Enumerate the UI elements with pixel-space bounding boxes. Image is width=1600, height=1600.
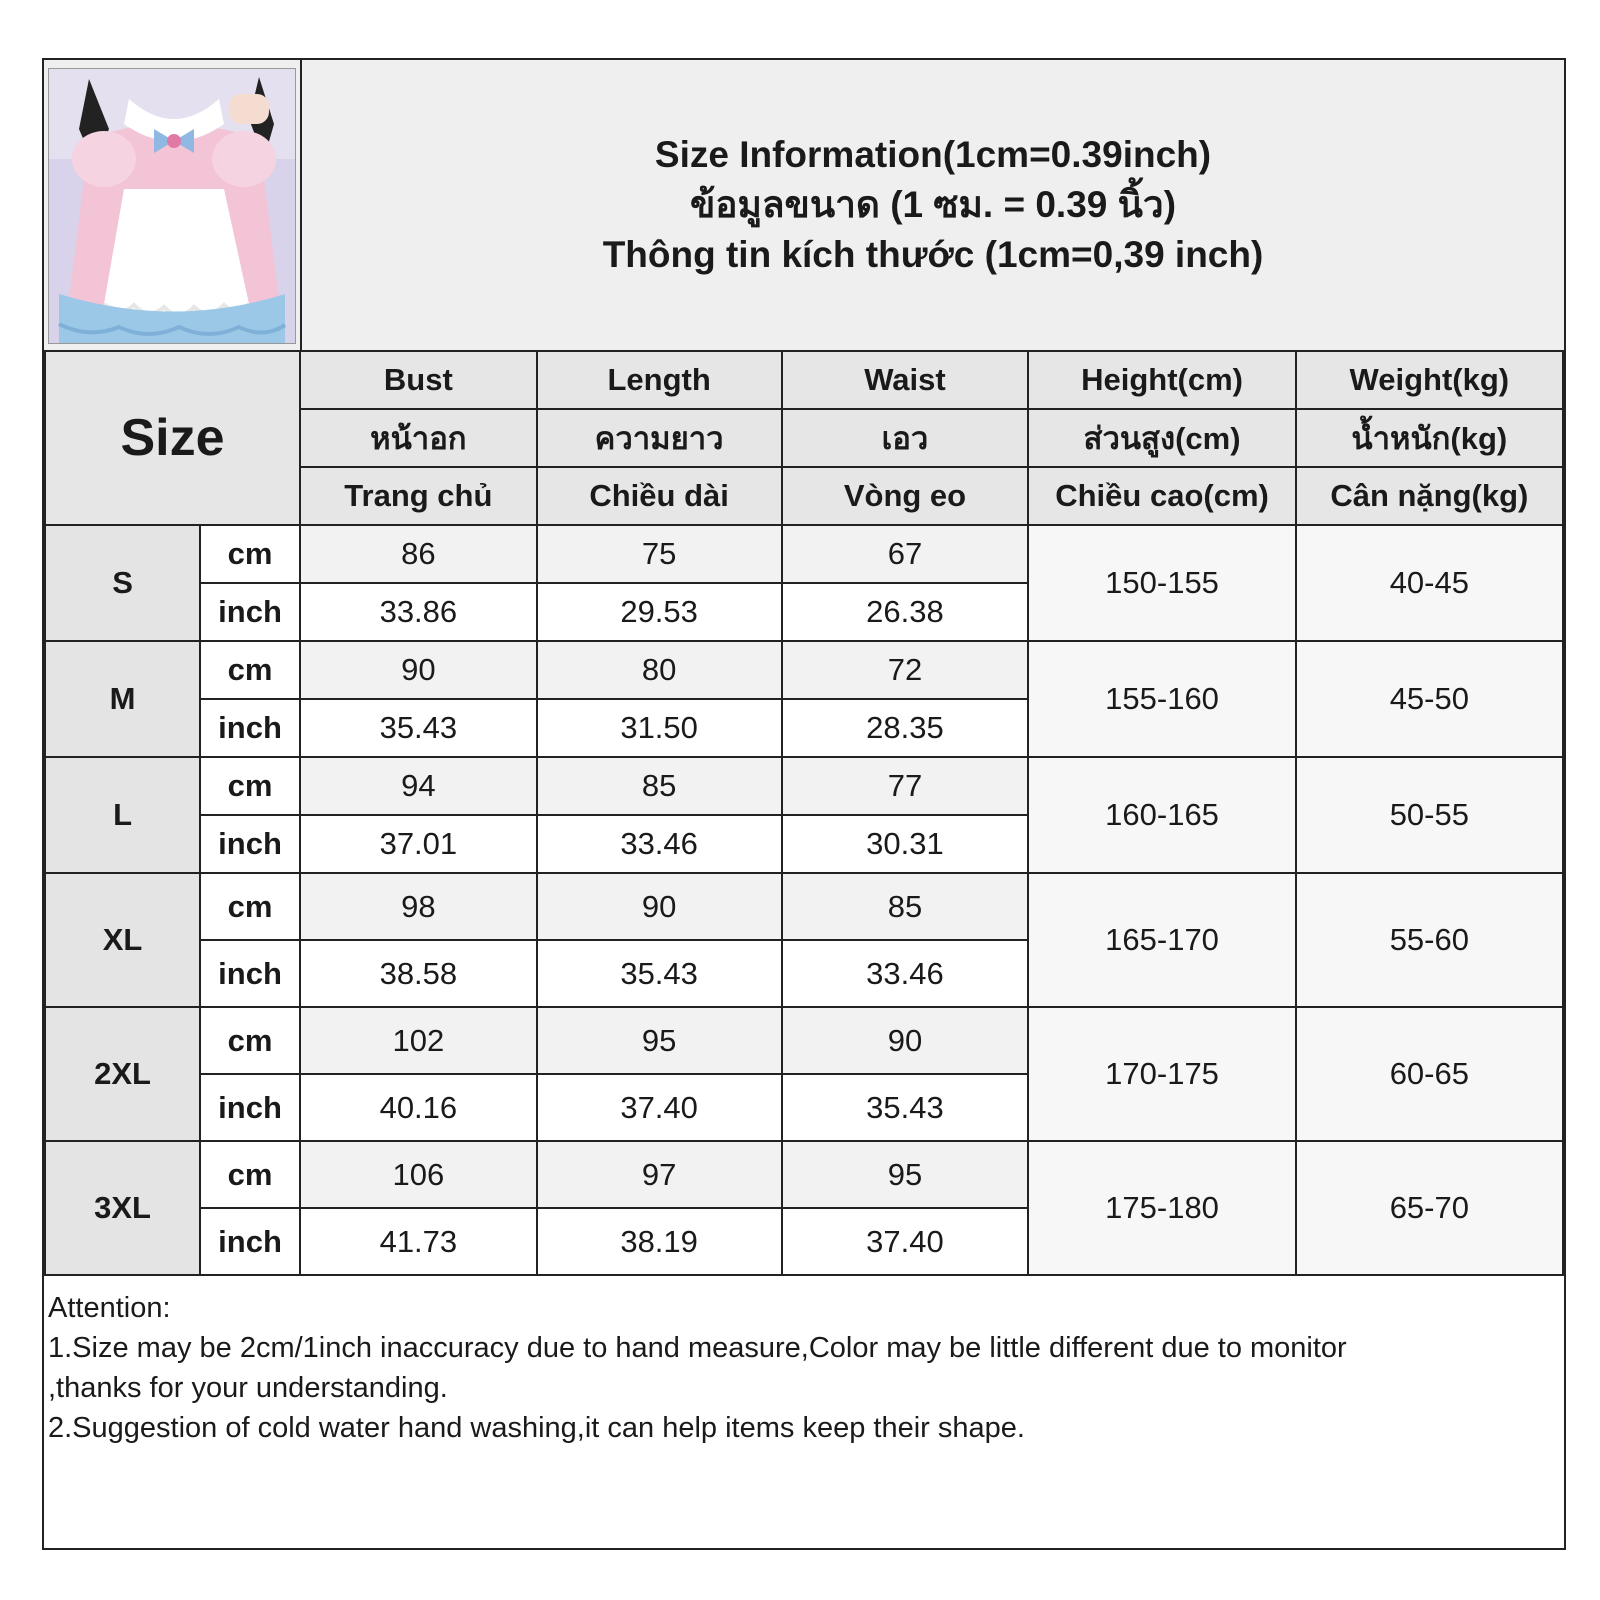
bust-cm: 102: [300, 1007, 537, 1074]
length-inch: 33.46: [537, 815, 782, 873]
waist-inch: 35.43: [782, 1074, 1029, 1141]
waist-cm: 90: [782, 1007, 1029, 1074]
waist-cm: 77: [782, 757, 1029, 815]
title-thai: ข้อมูลขนาด (1 ซม. = 0.39 นิ้ว): [689, 184, 1177, 225]
length-cm: 90: [537, 873, 782, 940]
unit-cm: cm: [200, 1007, 300, 1074]
length-inch: 38.19: [537, 1208, 782, 1275]
weight-range: 50-55: [1296, 757, 1563, 873]
size-chart-sheet: [42, 58, 1566, 1550]
note-line-1-continued: ,thanks for your understanding.: [48, 1372, 448, 1404]
waist-cm: 95: [782, 1141, 1029, 1208]
col-header-length: Length: [537, 351, 782, 409]
col-header-waist: Waist: [782, 351, 1029, 409]
unit-inch: inch: [200, 699, 300, 757]
product-photo: [48, 68, 296, 344]
bust-cm: 94: [300, 757, 537, 815]
title-vietnamese: Thông tin kích thước (1cm=0,39 inch): [602, 234, 1264, 275]
bust-cm: 106: [300, 1141, 537, 1208]
height-range: 175-180: [1028, 1141, 1295, 1275]
col-header-bust-th: หน้าอก: [300, 409, 537, 467]
col-header-height-th: ส่วนสูง(cm): [1028, 409, 1295, 467]
size-column-header: Size: [45, 351, 300, 525]
bust-inch: 33.86: [300, 583, 537, 641]
unit-cm: cm: [200, 1141, 300, 1208]
notes-heading: Attention:: [48, 1292, 171, 1324]
header-band: [44, 60, 1564, 352]
col-header-length-vi: Chiều dài: [537, 467, 782, 525]
col-header-bust: Bust: [300, 351, 537, 409]
maid-dress-illustration: [49, 69, 295, 343]
col-header-height-vi: Chiều cao(cm): [1028, 467, 1295, 525]
size-label-l: L: [45, 757, 200, 873]
height-range: 150-155: [1028, 525, 1295, 641]
attention-notes: [48, 1288, 1548, 1448]
unit-cm: cm: [200, 757, 300, 815]
unit-inch: inch: [200, 1208, 300, 1275]
height-range: 155-160: [1028, 641, 1295, 757]
size-label-s: S: [45, 525, 200, 641]
length-cm: 97: [537, 1141, 782, 1208]
height-range: 165-170: [1028, 873, 1295, 1007]
length-cm: 75: [537, 525, 782, 583]
col-header-weight-vi: Cân nặng(kg): [1296, 467, 1563, 525]
waist-inch: 33.46: [782, 940, 1029, 1007]
unit-inch: inch: [200, 583, 300, 641]
header-row-english: [45, 351, 1563, 409]
size-table: [44, 350, 1564, 1276]
length-inch: 35.43: [537, 940, 782, 1007]
weight-range: 45-50: [1296, 641, 1563, 757]
height-range: 170-175: [1028, 1007, 1295, 1141]
unit-inch: inch: [200, 815, 300, 873]
waist-inch: 37.40: [782, 1208, 1029, 1275]
unit-cm: cm: [200, 641, 300, 699]
table-row: [45, 641, 1563, 699]
length-inch: 29.53: [537, 583, 782, 641]
col-header-waist-th: เอว: [782, 409, 1029, 467]
weight-range: 65-70: [1296, 1141, 1563, 1275]
length-cm: 95: [537, 1007, 782, 1074]
table-row: [45, 525, 1563, 583]
table-row: [45, 757, 1563, 815]
unit-inch: inch: [200, 1074, 300, 1141]
waist-inch: 28.35: [782, 699, 1029, 757]
col-header-bust-vi: Trang chủ: [300, 467, 537, 525]
bust-inch: 35.43: [300, 699, 537, 757]
note-line-2: 2.Suggestion of cold water hand washing,it can help items keep their shape.: [48, 1412, 1025, 1444]
length-cm: 80: [537, 641, 782, 699]
table-row: [45, 1007, 1563, 1074]
title-english: Size Information(1cm=0.39inch): [654, 134, 1212, 175]
unit-cm: cm: [200, 525, 300, 583]
col-header-weight-th: น้ำหนัก(kg): [1296, 409, 1563, 467]
table-row: [45, 873, 1563, 940]
size-label-xl: XL: [45, 873, 200, 1007]
title-block: [302, 60, 1564, 350]
bust-inch: 40.16: [300, 1074, 537, 1141]
col-header-waist-vi: Vòng eo: [782, 467, 1029, 525]
bust-cm: 86: [300, 525, 537, 583]
length-inch: 37.40: [537, 1074, 782, 1141]
bust-inch: 38.58: [300, 940, 537, 1007]
waist-cm: 67: [782, 525, 1029, 583]
size-label-m: M: [45, 641, 200, 757]
bust-cm: 98: [300, 873, 537, 940]
length-inch: 31.50: [537, 699, 782, 757]
size-label-2xl: 2XL: [45, 1007, 200, 1141]
col-header-height: Height(cm): [1028, 351, 1295, 409]
weight-range: 40-45: [1296, 525, 1563, 641]
col-header-weight: Weight(kg): [1296, 351, 1563, 409]
weight-range: 55-60: [1296, 873, 1563, 1007]
size-label-3xl: 3XL: [45, 1141, 200, 1275]
col-header-length-th: ความยาว: [537, 409, 782, 467]
waist-inch: 26.38: [782, 583, 1029, 641]
bust-inch: 37.01: [300, 815, 537, 873]
waist-inch: 30.31: [782, 815, 1029, 873]
table-row: [45, 1141, 1563, 1208]
bust-cm: 90: [300, 641, 537, 699]
bust-inch: 41.73: [300, 1208, 537, 1275]
weight-range: 60-65: [1296, 1007, 1563, 1141]
unit-inch: inch: [200, 940, 300, 1007]
waist-cm: 72: [782, 641, 1029, 699]
height-range: 160-165: [1028, 757, 1295, 873]
note-line-1: 1.Size may be 2cm/1inch inaccuracy due to hand measure,Color may be little different due to monitor: [48, 1332, 1347, 1364]
unit-cm: cm: [200, 873, 300, 940]
length-cm: 85: [537, 757, 782, 815]
waist-cm: 85: [782, 873, 1029, 940]
